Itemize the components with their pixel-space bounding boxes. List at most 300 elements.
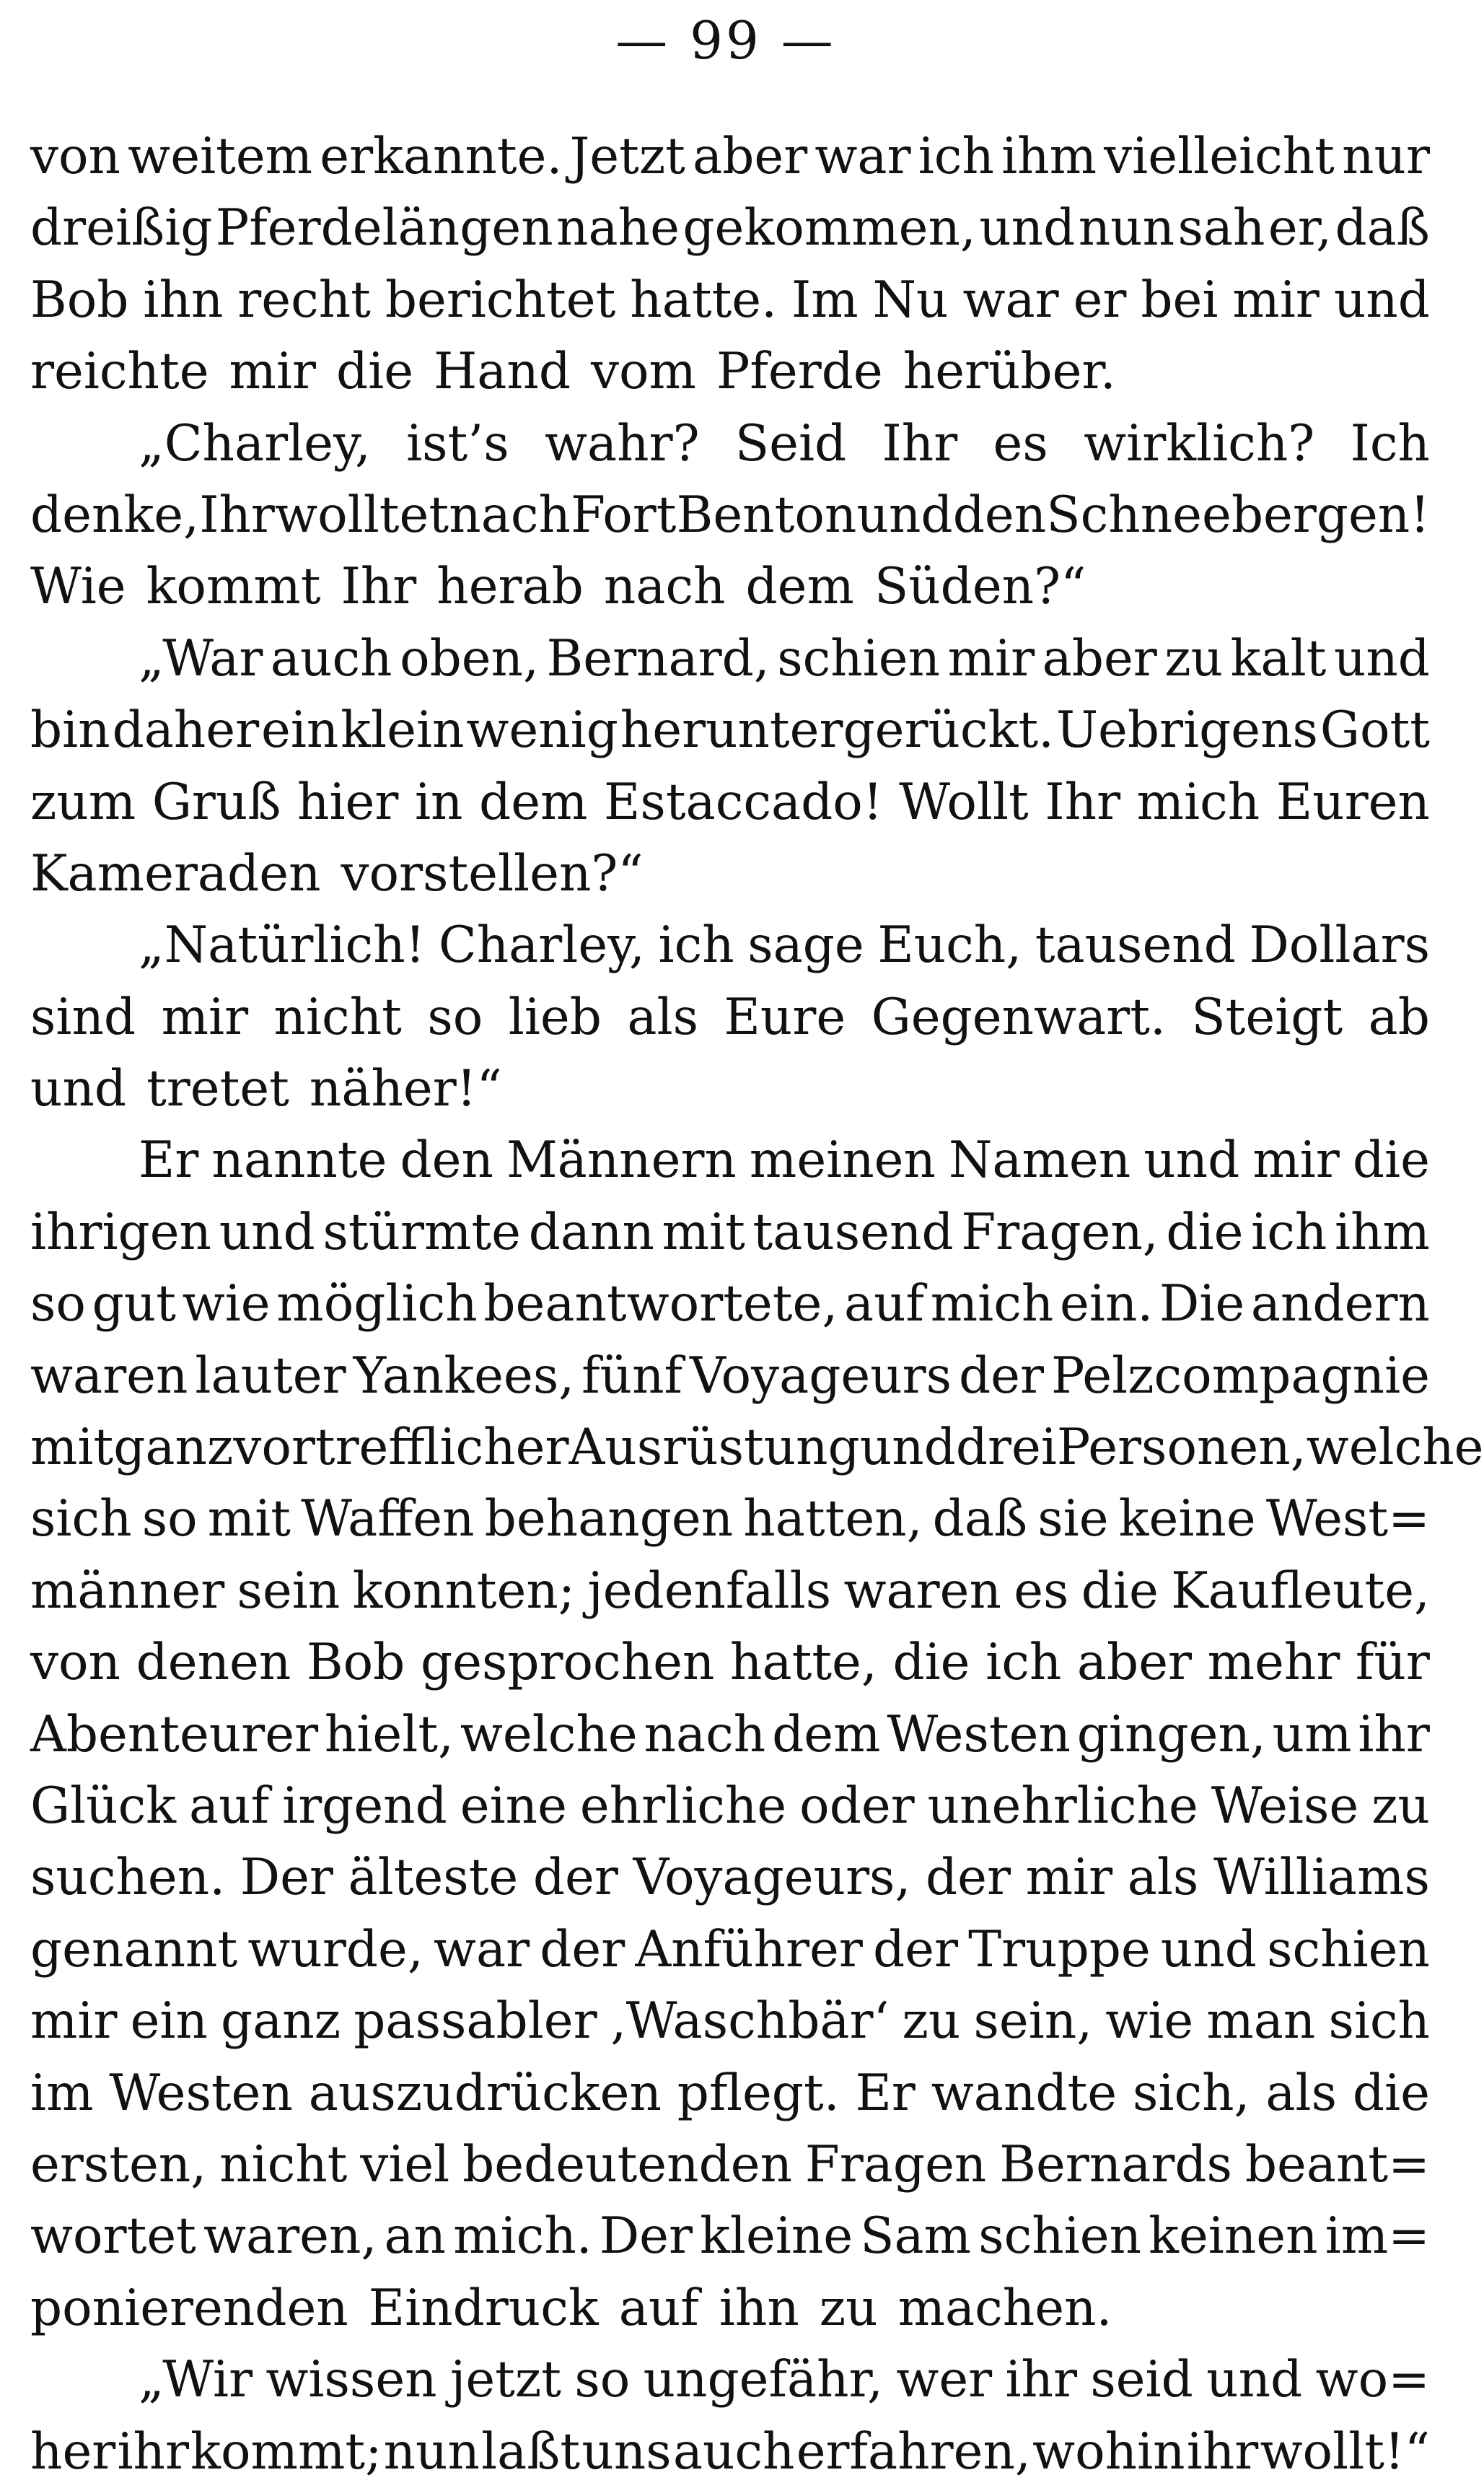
word: Süden?“ [874, 558, 1086, 616]
word: ehrliche [579, 1777, 787, 1835]
word: schien [1267, 1920, 1430, 1979]
word: Pelzcompagnie [1050, 1346, 1430, 1405]
word: ich [658, 916, 734, 975]
word: dem [772, 1705, 881, 1764]
word: suchen. [30, 1849, 226, 1907]
word: war [962, 271, 1059, 329]
word: ihm [1001, 128, 1097, 185]
word: „Charley, [139, 414, 371, 473]
word: mir [1232, 271, 1320, 329]
text-line [30, 551, 1430, 623]
word: jetzt [449, 2351, 561, 2409]
word: Westen [109, 2064, 293, 2122]
word: gesprochen [420, 1634, 715, 1692]
text-line [30, 838, 1430, 910]
word: als [627, 988, 699, 1046]
word: dreißig [30, 199, 213, 258]
word: nahe [556, 199, 680, 258]
word: auf [189, 1777, 270, 1835]
word: Im [791, 271, 859, 329]
word: der [540, 1920, 625, 1979]
word: der [532, 1849, 618, 1907]
text-line [30, 982, 1430, 1054]
word: zu [1371, 1777, 1430, 1835]
word: Ihr [882, 414, 958, 473]
word: wurde, [247, 1920, 423, 1979]
word: Truppe [968, 1920, 1151, 1979]
word: mit [207, 1490, 291, 1549]
word: den [400, 1131, 493, 1190]
word: lieb [508, 988, 602, 1046]
word: wie [182, 1275, 271, 1333]
word: mich [930, 1275, 1054, 1333]
word: die [1081, 1561, 1159, 1620]
word: nun [383, 2422, 480, 2481]
word: dem [745, 558, 854, 616]
word: ein [130, 1992, 208, 2051]
word: näher!“ [309, 1060, 502, 1118]
word: bin [30, 701, 110, 760]
word: der [873, 1920, 958, 1979]
text-line [30, 623, 1430, 695]
word: hielt, [324, 1705, 454, 1764]
word: nur [1342, 128, 1430, 185]
word: ihm [1335, 1203, 1430, 1261]
word: recht [237, 271, 371, 329]
word: weitem [128, 128, 313, 185]
word: gut [92, 1275, 176, 1333]
word: hatte. [630, 271, 778, 329]
word: erkannte. [320, 128, 563, 185]
word: auf [843, 1275, 925, 1333]
word: männer [30, 1561, 225, 1620]
word: Euch, [877, 916, 1022, 975]
word: im [30, 2064, 94, 2122]
word: wirklich? [1084, 414, 1315, 473]
page-number: — 99 — [615, 10, 836, 71]
word: der [926, 1849, 1011, 1907]
word: man [1206, 1992, 1316, 2051]
word: drei [955, 1419, 1057, 1477]
word: vielleicht [1104, 128, 1335, 185]
word: nun [1078, 199, 1175, 258]
word: tretet [146, 1060, 289, 1118]
word: war [815, 128, 911, 185]
word: hatten, [743, 1490, 923, 1549]
word: keinen [1149, 2207, 1318, 2266]
word: Charley, [438, 916, 645, 975]
word: Williams [1213, 1849, 1430, 1907]
text-line [30, 1842, 1430, 1914]
text-line [30, 1412, 1484, 1484]
word: klein [341, 701, 465, 760]
text-line [30, 1627, 1430, 1699]
word: Voyageurs [690, 1346, 952, 1405]
word: Eindruck [368, 2279, 599, 2337]
text-line [30, 2058, 1430, 2129]
word: irgend [282, 1777, 447, 1835]
word: Bob [30, 271, 129, 329]
text-line [30, 1054, 1430, 1125]
word: ganz [113, 1419, 234, 1477]
word: mir [30, 1992, 118, 2051]
word: eine [460, 1777, 567, 1835]
word: kommt [146, 558, 321, 616]
word: zu [819, 2279, 878, 2337]
word: die [892, 1634, 970, 1692]
word: ihr [117, 2422, 189, 2481]
word: Yankees, [353, 1346, 575, 1405]
word: Gruß [152, 773, 281, 831]
word: erfahren, [796, 2422, 1031, 2481]
text-line [30, 265, 1430, 336]
word: mir [229, 343, 317, 401]
word: ihrigen [30, 1203, 212, 1261]
word: dann [528, 1203, 654, 1261]
word: Abenteurer [30, 1705, 319, 1764]
text-line [30, 2273, 1430, 2344]
word: sich, [1133, 2064, 1250, 2122]
word: Kameraden [30, 844, 321, 903]
word: zum [30, 773, 136, 831]
word: Hand [434, 343, 571, 401]
word: wahr? [544, 414, 700, 473]
word: mir [1252, 1131, 1340, 1190]
word: und [1160, 1920, 1257, 1979]
word: kleine [700, 2207, 853, 2266]
word: Der [599, 2207, 693, 2266]
word: keine [1118, 1490, 1256, 1549]
word: von [30, 128, 120, 185]
word: daß [1335, 199, 1430, 258]
word: Kaufleute, [1171, 1561, 1430, 1620]
word: aber [1076, 1634, 1193, 1692]
word: herab [436, 558, 584, 616]
word: bei [1141, 271, 1219, 329]
word: älteste [348, 1849, 519, 1907]
word: wo= [1315, 2351, 1430, 2409]
word: und [979, 199, 1076, 258]
word: nannte [211, 1131, 387, 1190]
text-line [30, 193, 1430, 264]
word: hier [297, 773, 399, 831]
text-line [30, 1699, 1430, 1771]
word: sah [1177, 199, 1265, 258]
word: West= [1265, 1490, 1430, 1549]
word: denen [136, 1634, 291, 1692]
text-line [30, 1125, 1430, 1196]
word: seid [1090, 2351, 1193, 2409]
body-text [30, 121, 1484, 2488]
word: Seid [734, 414, 847, 473]
word: ich [918, 128, 994, 185]
word: genannt [30, 1920, 238, 1979]
word: Westen [887, 1705, 1071, 1764]
word: beant= [1244, 2135, 1430, 2194]
word: und [1333, 271, 1430, 329]
text-line [30, 1556, 1430, 1627]
word: so [141, 1490, 198, 1549]
word: welche [1306, 1419, 1484, 1477]
word: er, [1268, 199, 1332, 258]
word: Nu [872, 271, 949, 329]
word: Bob [306, 1634, 405, 1692]
word: her [30, 2422, 116, 2481]
word: machen. [897, 2279, 1112, 2337]
word: nicht [219, 2135, 348, 2194]
word: Anführer [635, 1920, 863, 1979]
word: andern [1250, 1275, 1430, 1333]
word: zu [1164, 629, 1224, 688]
word: Pferde [716, 343, 883, 401]
text-line [30, 695, 1430, 766]
text-line [30, 2201, 1430, 2272]
text-line [30, 910, 1430, 981]
word: gekommen, [682, 199, 976, 258]
text-line [30, 1484, 1430, 1555]
word: sich [1328, 1992, 1430, 2051]
word: pflegt. [677, 2064, 840, 2122]
word: meinen [749, 1131, 936, 1190]
word: lauter [195, 1346, 346, 1405]
word: Wollt [899, 773, 1029, 831]
text-line [30, 2344, 1430, 2416]
word: ganz [221, 1992, 341, 2051]
word: vom [591, 343, 696, 401]
word: und [1333, 629, 1430, 688]
word: ich [1251, 1203, 1327, 1261]
word: auch [672, 2422, 795, 2481]
word: sage [747, 916, 864, 975]
word: Dollars [1249, 916, 1430, 975]
word: schien [777, 629, 941, 688]
word: sie [1037, 1490, 1109, 1549]
word: und [219, 1203, 315, 1261]
word: Steigt [1191, 988, 1343, 1046]
word: behangen [484, 1490, 734, 1549]
word: so [30, 1275, 86, 1333]
word: mehr [1207, 1634, 1340, 1692]
word: Bernard, [546, 629, 770, 688]
word: für [1355, 1634, 1430, 1692]
word: Fort [571, 486, 677, 544]
text-line [30, 408, 1430, 480]
word: ihr [1358, 1705, 1430, 1764]
word: wandte [931, 2064, 1118, 2122]
word: mit [30, 1419, 114, 1477]
word: Weise [1211, 1777, 1359, 1835]
text-line [30, 1771, 1430, 1842]
word: Fragen [804, 2135, 987, 2194]
word: der [959, 1346, 1044, 1405]
word: beantwortete, [483, 1275, 838, 1333]
word: „Natürlich! [139, 916, 426, 975]
word: mich. [453, 2207, 592, 2266]
word: die [1352, 2064, 1430, 2122]
word: Ausrüstung [568, 1419, 860, 1477]
word: reichte [30, 343, 209, 401]
word: wortet [30, 2207, 196, 2266]
word: von [30, 1634, 120, 1692]
word: Waffen [301, 1490, 475, 1549]
word: nach [603, 558, 726, 616]
word: ist’s [406, 414, 509, 473]
text-line [30, 480, 1430, 551]
word: möglich [276, 1275, 478, 1333]
word: mir [161, 988, 249, 1046]
word: konnten; [352, 1561, 576, 1620]
word: Ich [1350, 414, 1430, 473]
text-line [30, 2417, 1430, 2488]
text-line [30, 1914, 1430, 1986]
word: so [574, 2351, 631, 2409]
word: aber [693, 128, 808, 185]
word: Fragen, [961, 1203, 1159, 1261]
word: ihr [1005, 2351, 1077, 2409]
word: oder [799, 1777, 915, 1835]
word: viel [360, 2135, 450, 2194]
word: nach [644, 1705, 766, 1764]
word: mir [1025, 1849, 1113, 1907]
word: Er [139, 1131, 199, 1190]
word: Voyageurs, [633, 1849, 911, 1907]
word: in [414, 773, 463, 831]
word: im= [1325, 2207, 1430, 2266]
word: sind [30, 988, 136, 1046]
word: ungefähr, [643, 2351, 883, 2409]
word: es [993, 414, 1048, 473]
word: daß [932, 1490, 1028, 1549]
word: sein [237, 1561, 341, 1620]
word: auszudrücken [308, 2064, 662, 2122]
word: ab [1368, 988, 1430, 1046]
word: Gegenwart. [871, 988, 1166, 1046]
word: Ihr [341, 558, 417, 616]
word: kalt [1230, 629, 1327, 688]
word: wissen [265, 2351, 437, 2409]
word: und [1206, 2351, 1303, 2409]
text-line [30, 1341, 1430, 1412]
word: unehrliche [927, 1777, 1198, 1835]
word: jedenfalls [587, 1561, 832, 1620]
text-line [30, 767, 1430, 838]
text-line [30, 2129, 1430, 2201]
word: war [433, 1920, 530, 1979]
word: vortrefflicher [233, 1419, 569, 1477]
word: Männern [506, 1131, 737, 1190]
word: Wie [30, 558, 126, 616]
word: und [30, 1060, 127, 1118]
word: vorstellen?“ [341, 844, 644, 903]
word: an [384, 2207, 447, 2266]
word: auch [270, 629, 392, 688]
word: schien [978, 2207, 1142, 2266]
word: Gott [1320, 701, 1430, 760]
word: kommt; [190, 2422, 382, 2481]
word: Sam [860, 2207, 972, 2266]
word: Pferdelängen [215, 199, 553, 258]
word: ich [985, 1634, 1062, 1692]
word: die [336, 343, 414, 401]
word: nicht [273, 988, 402, 1046]
word: stürmte [322, 1203, 522, 1261]
word: Namen [948, 1131, 1131, 1190]
word: ihn [143, 271, 224, 329]
word: Schneebergen! [1046, 486, 1430, 544]
word: die [1352, 1131, 1430, 1190]
word: Glück [30, 1777, 177, 1835]
word: ein [261, 701, 339, 760]
word: Jetzt [569, 128, 685, 185]
text-line [30, 1197, 1430, 1269]
text-line [30, 121, 1430, 193]
word: passabler [354, 1992, 597, 2051]
word: es [1014, 1561, 1069, 1620]
word: wolltet [275, 486, 449, 544]
word: Estaccado! [604, 773, 883, 831]
word: ‚Waschbär‘ [610, 1992, 890, 2051]
word: denke, [30, 486, 200, 544]
word: als [1127, 1849, 1199, 1907]
word: sich [30, 1490, 132, 1549]
word: auf [618, 2279, 699, 2337]
word: waren [843, 1561, 1001, 1620]
word: Uebrigens [1055, 701, 1318, 760]
word: herüber. [903, 343, 1116, 401]
word: ponierenden [30, 2279, 348, 2337]
word: ersten, [30, 2135, 207, 2194]
word: wie [1105, 1992, 1194, 2051]
word: die [1166, 1203, 1244, 1261]
word: Personen, [1056, 1419, 1307, 1477]
word: bedeutenden [462, 2135, 793, 2194]
word: oben, [400, 629, 539, 688]
word: nach [449, 486, 571, 544]
word: mir [947, 629, 1035, 688]
word: tausend [1035, 916, 1236, 975]
word: Er [855, 2064, 916, 2122]
word: wer [896, 2351, 993, 2409]
word: und [859, 1419, 956, 1477]
word: fünf [581, 1346, 683, 1405]
word: laßt [481, 2422, 581, 2481]
word: „War [139, 629, 263, 688]
word: daher [112, 701, 260, 760]
word: so [427, 988, 483, 1046]
word: Ihr [199, 486, 275, 544]
word: mit [662, 1203, 745, 1261]
word: mich [1136, 773, 1260, 831]
word: als [1265, 2064, 1337, 2122]
word: wohin [1032, 2422, 1185, 2481]
word: gingen, [1076, 1705, 1266, 1764]
word: Bernards [999, 2135, 1232, 2194]
word: Die [1159, 1275, 1245, 1333]
word: „Wir [139, 2351, 253, 2409]
word: ihn [719, 2279, 799, 2337]
word: aber [1042, 629, 1157, 688]
word: heruntergerückt. [620, 701, 1055, 760]
word: hatte, [730, 1634, 877, 1692]
text-line [30, 336, 1430, 408]
word: waren [30, 1346, 188, 1405]
word: sein, [973, 1992, 1093, 2051]
word: uns [581, 2422, 672, 2481]
word: und [856, 486, 953, 544]
word: Eure [724, 988, 846, 1046]
word: wollt!“ [1260, 2422, 1430, 2481]
word: tausend [752, 1203, 954, 1261]
